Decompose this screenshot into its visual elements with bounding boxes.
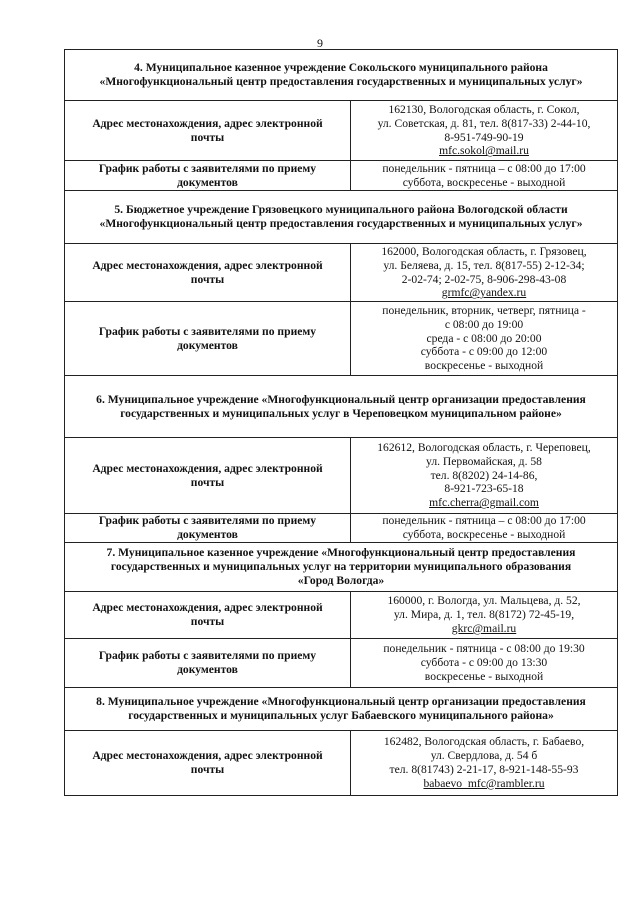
org-8-header: 8. Муниципальное учреждение «Многофункциональный центр организации предоставления государственных и муниципальных услуг Бабаевского муниципального района» [65, 688, 618, 731]
org-5-schedule: понедельник, вторник, четверг, пятница - с 08:00 до 19:00 среда - с 08:00 до 20:00 суббота - с 09:00 до 12:00 воскресенье - выходной [351, 302, 618, 376]
org-7-schedule: понедельник - пятница - с 08:00 до 19:30 суббота - с 09:00 до 13:30 воскресенье - выходной [351, 639, 618, 688]
org-7-email-link[interactable]: gkrc@mail.ru [451, 621, 517, 635]
org-5-address-label: Адрес местонахождения, адрес электронной почты [65, 244, 351, 302]
org-7-schedule-label: График работы с заявителями по приему документов [65, 639, 351, 688]
org-5-schedule-label: График работы с заявителями по приему документов [65, 302, 351, 376]
org-6-email-link[interactable]: mfc.cherra@gmail.com [429, 496, 539, 510]
org-4-schedule: понедельник - пятница – с 08:00 до 17:00 суббота, воскресенье - выходной [351, 161, 618, 191]
org-6-address-label: Адрес местонахождения, адрес электронной почты [65, 438, 351, 514]
org-6-schedule: понедельник - пятница – с 08:00 до 17:00 суббота, воскресенье - выходной [351, 514, 618, 543]
org-7-address: 160000, г. Вологда, ул. Мальцева, д. 52, ул. Мира, д. 1, тел. 8(8172) 72-45-19, gkrc@mail.ru [351, 592, 618, 639]
org-6-header: 6. Муниципальное учреждение «Многофункциональный центр организации предоставления государственных и муниципальных услуг в Череповецком муниципальном районе» [65, 376, 618, 438]
org-4-address: 162130, Вологодская область, г. Сокол, ул. Советская, д. 81, тел. 8(817-33) 2-44-10, 8-951-749-90-19 mfc.sokol@mail.ru [351, 101, 618, 161]
org-4-email-link[interactable]: mfc.sokol@mail.ru [439, 144, 529, 158]
org-5-address: 162000, Вологодская область, г. Грязовец, ул. Беляева, д. 15, тел. 8(817-55) 2-12-34; 2-02-74; 2-02-75, 8-906-298-43-08 grmfc@yandex.ru [351, 244, 618, 302]
org-4-schedule-label: График работы с заявителями по приему документов [65, 161, 351, 191]
org-4-address-label: Адрес местонахождения, адрес электронной почты [65, 101, 351, 161]
org-5-email-link[interactable]: grmfc@yandex.ru [441, 286, 527, 300]
org-8-address-label: Адрес местонахождения, адрес электронной почты [65, 731, 351, 796]
org-6-address: 162612, Вологодская область, г. Череповец, ул. Первомайская, д. 58 тел. 8(8202) 24-14-86, 8-921-723-65-18 mfc.cherra@gmail.com [351, 438, 618, 514]
org-7-header: 7. Муниципальное казенное учреждение «Многофункциональный центр предоставления государственных и муниципальных услуг на территории муниципального образования «Город Вологда» [65, 543, 618, 592]
page-number: 9 [317, 36, 323, 50]
org-5-header: 5. Бюджетное учреждение Грязовецкого муниципального района Вологодской области «Многофункциональный центр предоставления государственных и муниципальных услуг» [65, 191, 618, 244]
org-6-schedule-label: График работы с заявителями по приему документов [65, 514, 351, 543]
org-8-email-link[interactable]: babaevo_mfc@rambler.ru [423, 776, 545, 790]
org-8-address: 162482, Вологодская область, г. Бабаево, ул. Свердлова, д. 54 б тел. 8(81743) 2-21-17, 8-921-148-55-93 babaevo_mfc@rambler.ru [351, 731, 618, 796]
mfc-directory-table [64, 49, 618, 796]
org-7-address-label: Адрес местонахождения, адрес электронной почты [65, 592, 351, 639]
org-4-header: 4. Муниципальное казенное учреждение Сокольского муниципального района «Многофункциональный центр предоставления государственных и муниципальных услуг» [65, 50, 618, 101]
